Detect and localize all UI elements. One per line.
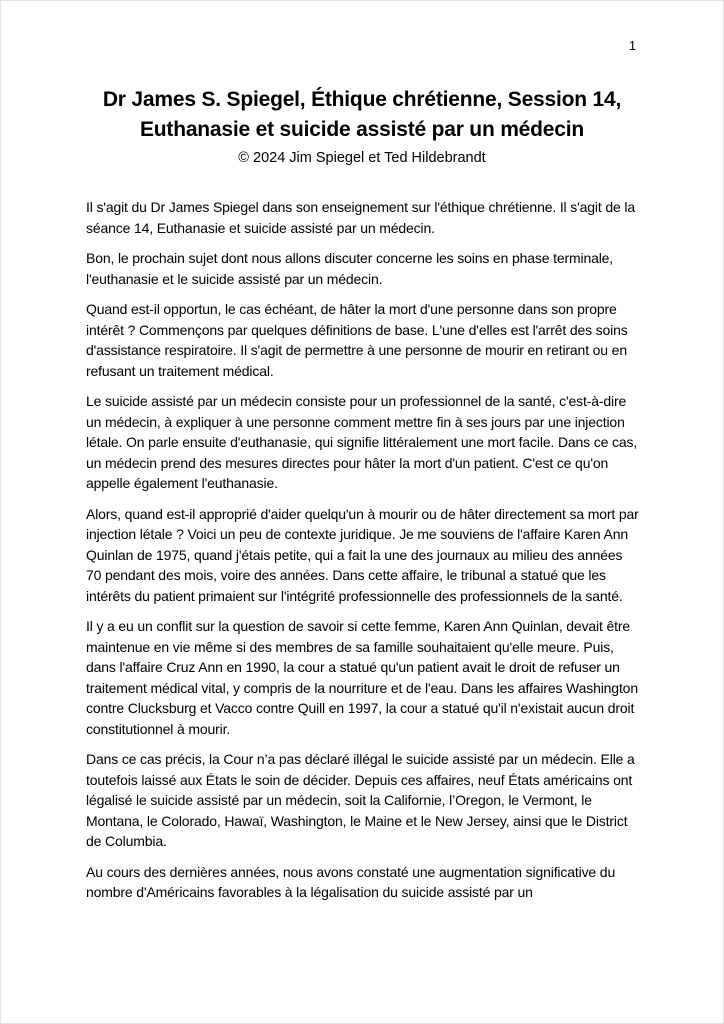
- document-title: [56, 85, 668, 145]
- copyright-line: © 2024 Jim Spiegel et Ted Hildebrandt: [238, 150, 486, 166]
- paragraph: Il y a eu un conflit sur la question de savoir si cette femme, Karen Ann Quinlan, devait être maintenue en vie même si des membres de sa famille souhaitaient qu'elle meure. Puis, dans l'affaire Cruz Ann en 1990, la cour a statué qu'un patient avait le droit de refuser un traitement médical vital, y compris de la nourriture et de l'eau. Dans les affaires Washington contre Clucksburg et Vacco contre Quill en 1997, la cour a statué qu'il n'existait aucun droit constitutionnel à mourir.: [86, 618, 638, 737]
- document-header: [1, 85, 723, 168]
- paragraph: Le suicide assisté par un médecin consiste pour un professionnel de la santé, c'est-à-dire un médecin, à expliquer à une personne comment mettre fin à ses jours par une injection létale. On parle ensuite d'euthanasie, qui signifie littéralement une mort facile. Dans ce cas, un médecin prend des mesures directes pour hâter la mort d'un patient. C'est ce qu'on appelle également l'euthanasie.: [86, 393, 638, 491]
- title-line-2: Euthanasie et suicide assisté par un médecin: [139, 118, 585, 141]
- document-body: [86, 197, 641, 903]
- paragraph: Au cours des dernières années, nous avons constaté une augmentation significative du nombre d'Américains favorables à la légalisation du suicide assisté par un: [86, 863, 616, 900]
- page-number: 1: [629, 39, 636, 53]
- title-line-1: Dr James S. Spiegel, Éthique chrétienne, Session 14,: [102, 88, 622, 111]
- paragraph: Alors, quand est-il approprié d'aider quelqu'un à mourir ou de hâter directement sa mort par injection létale ? Voici un peu de contexte juridique. Je me souviens de l'affaire Karen Ann Quinlan de 1975, quand j'étais petite, qui a fait la une des journaux au milieu des années 70 pendant des mois, voire des années. Dans cette affaire, le tribunal a statué que les intérêts du patient primaient sur l'intégrité professionnelle des professionnels de la santé.: [86, 505, 639, 604]
- paragraph: Quand est-il opportun, le cas échéant, de hâter la mort d'une personne dans son propre intérêt ? Commençons par quelques définitions de base. L'une d'elles est l'arrêt des soins d'assistance respiratoire. Il s'agit de permettre à une personne de mourir en retirant ou en refusant un traitement médical.: [86, 301, 628, 379]
- paragraph: Bon, le prochain sujet dont nous allons discuter concerne les soins en phase terminale, l'euthanasie et le suicide assisté par un médecin.: [86, 250, 614, 287]
- paragraph: Il s'agit du Dr James Spiegel dans son enseignement sur l'éthique chrétienne. Il s'agit de la séance 14, Euthanasie et suicide assisté par un médecin.: [86, 199, 635, 236]
- paragraph: Dans ce cas précis, la Cour n’a pas déclaré illégal le suicide assisté par un médecin. Elle a toutefois laissé aux États le soin de décider. Depuis ces affaires, neuf États américains ont légalisé le suicide assisté par un médecin, soit la Californie, l’Oregon, le Vermont, le Montana, le Colorado, Hawaï, Washington, le Maine et le New Jersey, ainsi que le District de Columbia.: [86, 751, 635, 849]
